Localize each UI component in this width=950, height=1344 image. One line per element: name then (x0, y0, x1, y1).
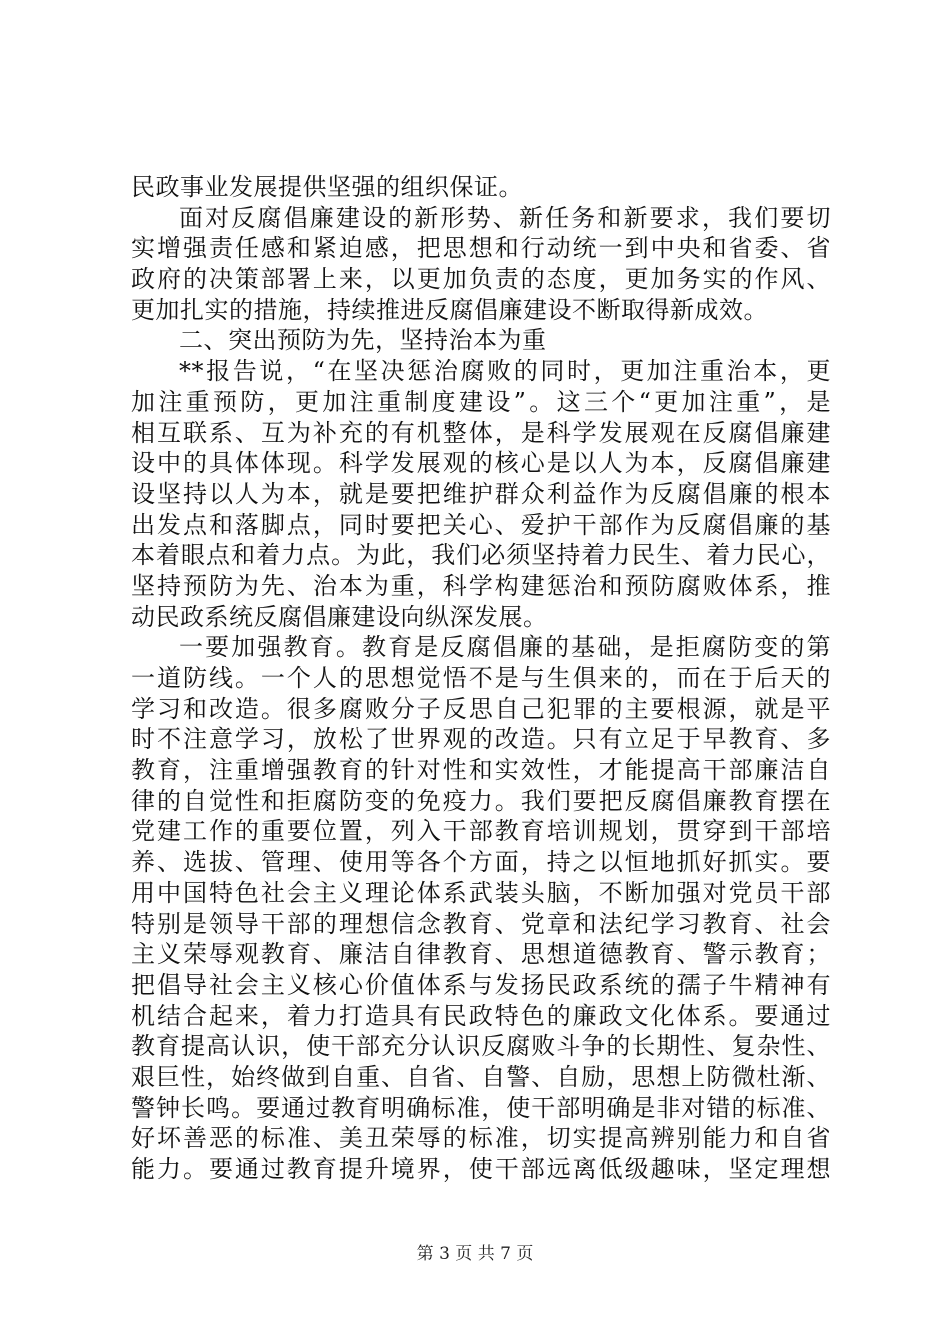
body-text (131, 172, 831, 1185)
text-line: 主义荣辱观教育、廉洁自律教育、思想道德教育、警示教育； (131, 940, 831, 969)
page-footer: 第 3 页 共 7 页 (416, 1244, 534, 1264)
text-line: 本着眼点和着力点。为此，我们必须坚持着力民生、着力民心， (131, 541, 831, 570)
text-line: 时不注意学习，放松了世界观的改造。只有立足于早教育、多 (131, 725, 831, 754)
text-line: 政府的决策部署上来，以更加负责的态度，更加务实的作风、 (131, 265, 831, 294)
text-line: 加注重预防，更加注重制度建设”。这三个“更加注重”，是 (131, 387, 831, 416)
text-line: 二、突出预防为先，坚持治本为重 (179, 326, 547, 355)
text-line: 教育提高认识，使干部充分认识反腐败斗争的长期性、复杂性、 (131, 1032, 831, 1061)
text-line: 动民政系统反腐倡廉建设向纵深发展。 (131, 602, 548, 631)
text-line: **报告说，“在坚决惩治腐败的同时，更加注重治本，更 (179, 357, 831, 386)
text-line: 党建工作的重要位置，列入干部教育培训规划，贯穿到干部培 (131, 817, 831, 846)
text-line: 好坏善恶的标准、美丑荣辱的标准，切实提高辨别能力和自省 (131, 1124, 831, 1153)
text-line: 一要加强教育。教育是反腐倡廉的基础，是拒腐防变的第 (179, 633, 831, 662)
text-line: 民政事业发展提供坚强的组织保证。 (131, 173, 523, 201)
text-line: 更加扎实的措施，持续推进反腐倡廉建设不断取得新成效。 (131, 295, 768, 324)
text-line: 实增强责任感和紧迫感，把思想和行动统一到中央和省委、省 (131, 234, 831, 263)
text-line: 警钟长鸣。要通过教育明确标准，使干部明确是非对错的标准、 (131, 1093, 831, 1122)
text-line: 设中的具体体现。科学发展观的核心是以人为本，反腐倡廉建 (131, 449, 831, 478)
text-line: 一道防线。一个人的思想觉悟不是与生俱来的，而在于后天的 (131, 664, 831, 692)
text-line: 学习和改造。很多腐败分子反思自己犯罪的主要根源，就是平 (131, 694, 831, 723)
text-line: 面对反腐倡廉建设的新形势、新任务和新要求，我们要切 (179, 203, 831, 232)
text-line: 艰巨性，始终做到自重、自省、自警、自励，思想上防微杜渐、 (131, 1062, 831, 1091)
text-line: 相互联系、互为补充的有机整体，是科学发展观在反腐倡廉建 (131, 418, 831, 447)
text-line: 能力。要通过教育提升境界，使干部远离低级趣味，坚定理想 (131, 1155, 831, 1183)
text-line: 设坚持以人为本，就是要把维护群众利益作为反腐倡廉的根本 (131, 479, 831, 508)
text-line: 用中国特色社会主义理论体系武装头脑，不断加强对党员干部 (131, 878, 831, 907)
text-line: 把倡导社会主义核心价值体系与发扬民政系统的孺子牛精神有 (131, 970, 831, 999)
text-line: 特别是领导干部的理想信念教育、党章和法纪学习教育、社会 (131, 909, 831, 938)
text-line: 养、选拔、管理、使用等各个方面，持之以恒地抓好抓实。要 (131, 848, 831, 877)
text-line: 出发点和落脚点，同时要把关心、爱护干部作为反腐倡廉的基 (131, 510, 831, 539)
text-line: 律的自觉性和拒腐防变的免疫力。我们要把反腐倡廉教育摆在 (131, 786, 831, 815)
text-line: 教育，注重增强教育的针对性和实效性，才能提高干部廉洁自 (131, 756, 831, 785)
text-line: 坚持预防为先、治本为重，科学构建惩治和预防腐败体系，推 (131, 571, 831, 600)
text-line: 机结合起来，着力打造具有民政特色的廉政文化体系。要通过 (131, 1001, 831, 1030)
